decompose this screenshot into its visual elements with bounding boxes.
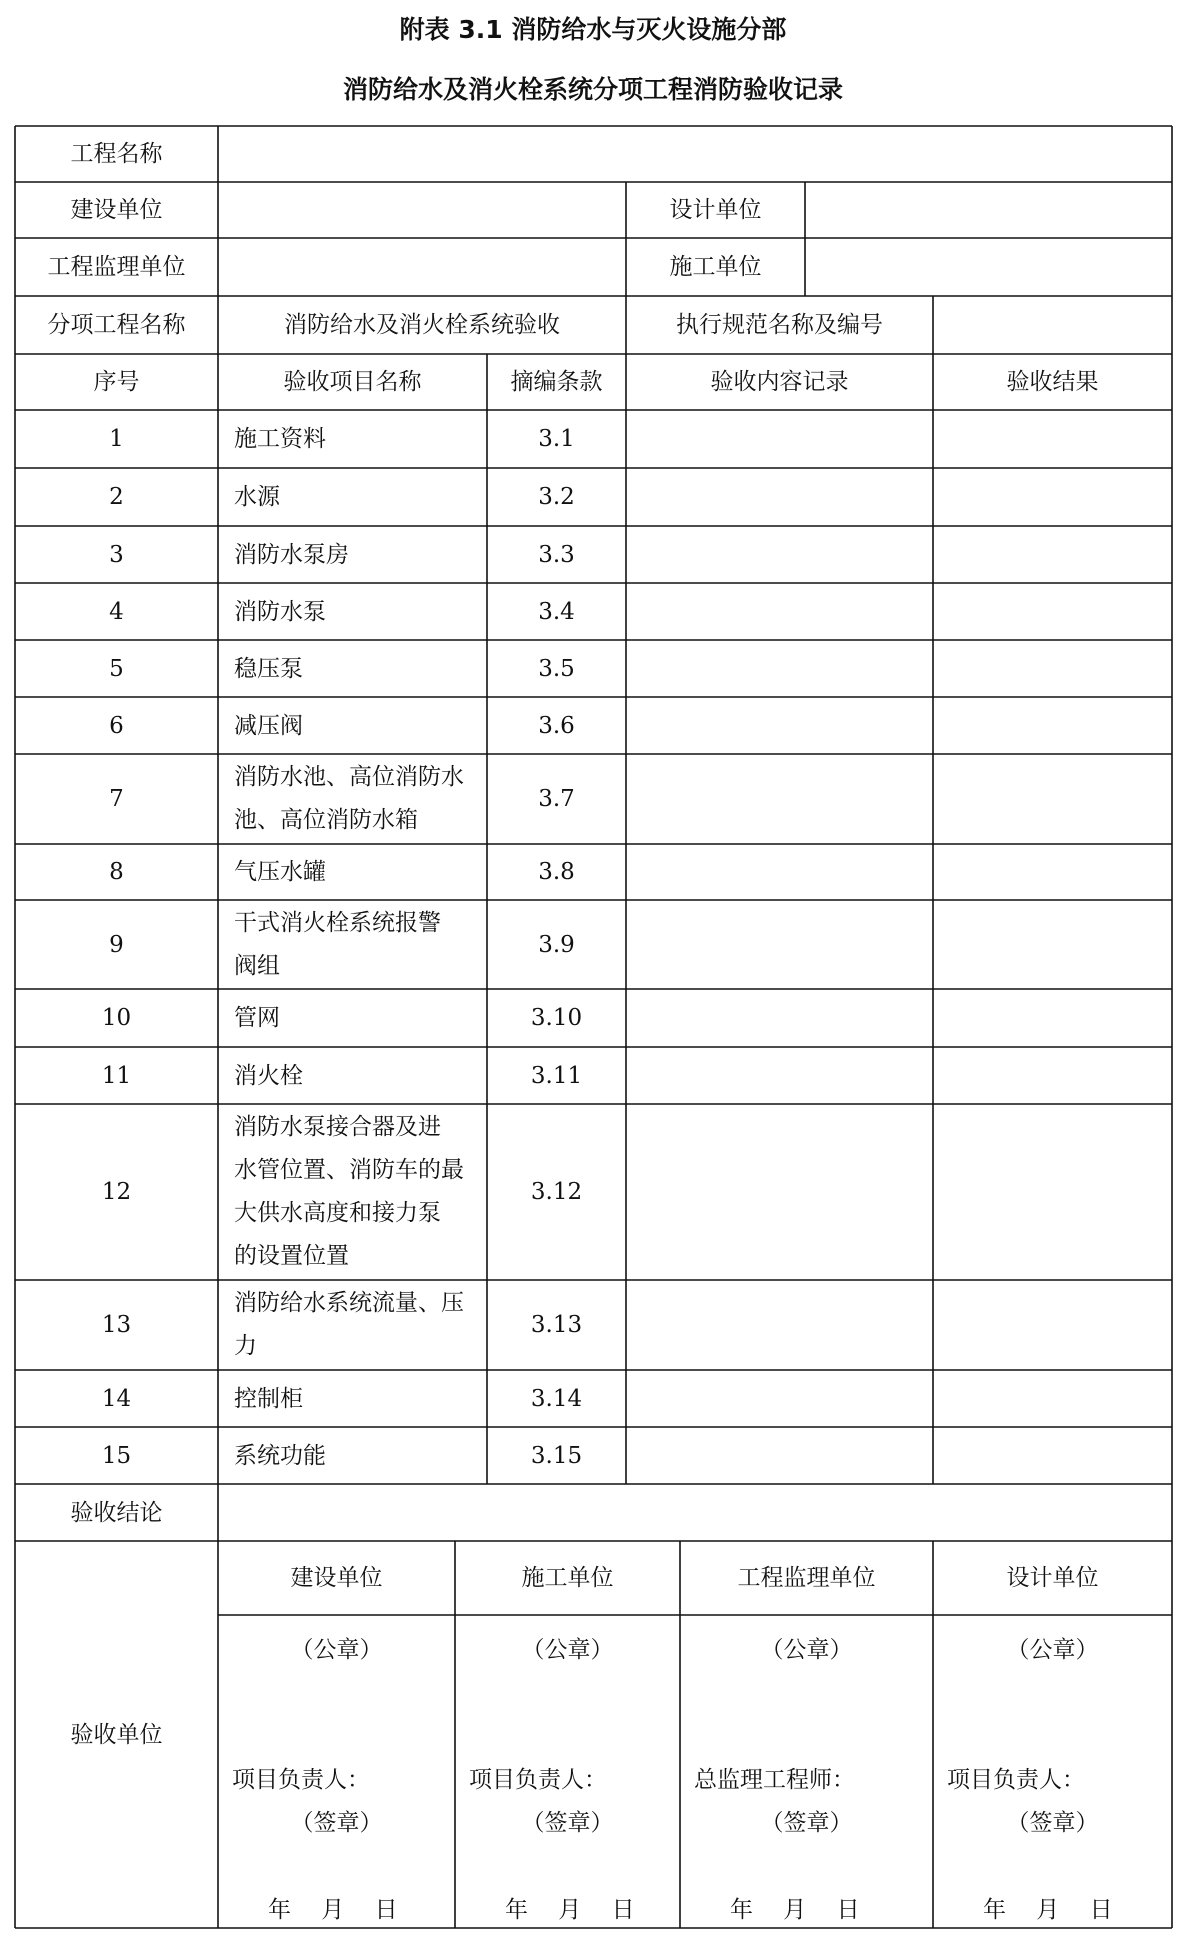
- signature-placeholder: （签章）: [760, 1810, 853, 1836]
- row-number: 14: [101, 1385, 132, 1412]
- row-item-name: 消防水泵房: [234, 541, 349, 568]
- acceptance-unit-name: 设计单位: [1006, 1565, 1099, 1591]
- row-item-name: 消防水泵接合器及进 水管位置、消防车的最 大供水高度和接力泵 的设置位置: [234, 1114, 464, 1269]
- form-subtitle: 消防给水及消火栓系统分项工程消防验收记录: [342, 75, 843, 104]
- signature-placeholder: （签章）: [290, 1810, 383, 1836]
- sub-project-value: 消防给水及消火栓系统验收: [284, 312, 560, 338]
- seal-placeholder: （公章）: [521, 1637, 614, 1663]
- row-number: 7: [109, 786, 124, 812]
- builder-unit-label: 施工单位: [669, 254, 762, 280]
- row-number: 10: [101, 1005, 132, 1031]
- row-number: 12: [101, 1179, 132, 1205]
- column-header-result: 验收结果: [1006, 369, 1099, 395]
- acceptance-unit-name: 工程监理单位: [737, 1565, 876, 1591]
- design-unit-label: 设计单位: [669, 197, 762, 223]
- column-header-item: 验收项目名称: [283, 369, 422, 395]
- row-clause: 3.4: [538, 598, 575, 625]
- date-field: 年 月 日: [268, 1897, 398, 1923]
- row-clause: 3.8: [538, 859, 575, 885]
- row-clause: 3.7: [538, 786, 575, 812]
- row-number: 2: [109, 484, 124, 510]
- row-item-name: 消防水泵: [234, 598, 326, 625]
- row-item-name: 消防水池、高位消防水 池、高位消防水箱: [234, 764, 464, 833]
- responsible-person-label: 项目负责人：: [947, 1767, 1085, 1793]
- row-item-name: 气压水罐: [234, 859, 326, 885]
- row-number: 15: [101, 1442, 132, 1469]
- project-name-label: 工程名称: [70, 141, 163, 167]
- responsible-person-label: 项目负责人：: [232, 1767, 370, 1793]
- row-number: 3: [109, 541, 124, 568]
- acceptance-unit-name: 建设单位: [290, 1565, 383, 1591]
- construction-unit-label: 建设单位: [70, 197, 163, 223]
- row-number: 11: [101, 1062, 132, 1089]
- row-clause: 3.1: [538, 426, 575, 452]
- responsible-person-label: 项目负责人：: [469, 1767, 607, 1793]
- row-clause: 3.13: [530, 1312, 583, 1338]
- sub-project-label: 分项工程名称: [47, 312, 186, 338]
- signature-placeholder: （签章）: [1006, 1810, 1099, 1836]
- seal-placeholder: （公章）: [290, 1637, 383, 1663]
- row-item-name: 管网: [234, 1005, 280, 1031]
- standard-label: 执行规范名称及编号: [676, 312, 883, 338]
- acceptance-unit-label: 验收单位: [70, 1721, 163, 1748]
- seal-placeholder: （公章）: [1006, 1637, 1099, 1663]
- row-item-name: 系统功能: [234, 1442, 326, 1469]
- acceptance-unit-name: 施工单位: [521, 1565, 614, 1591]
- column-header-record: 验收内容记录: [710, 369, 849, 395]
- row-number: 4: [109, 598, 124, 625]
- column-header-no: 序号: [93, 369, 140, 395]
- column-header-clause: 摘编条款: [510, 369, 603, 395]
- row-item-name: 减压阀: [234, 712, 303, 739]
- row-clause: 3.12: [530, 1179, 583, 1205]
- conclusion-label: 验收结论: [70, 1499, 163, 1526]
- row-item-name: 干式消火栓系统报警 阀组: [234, 909, 441, 979]
- row-number: 6: [109, 712, 124, 739]
- row-number: 8: [109, 859, 124, 885]
- row-item-name: 控制柜: [234, 1385, 303, 1412]
- row-clause: 3.9: [538, 931, 575, 958]
- row-number: 1: [109, 426, 124, 452]
- form-title: 附表 3.1 消防给水与灭火设施分部: [399, 15, 787, 44]
- row-clause: 3.10: [530, 1005, 583, 1031]
- signature-placeholder: （签章）: [521, 1810, 614, 1836]
- row-clause: 3.11: [530, 1062, 583, 1089]
- date-field: 年 月 日: [983, 1897, 1113, 1923]
- row-clause: 3.5: [538, 655, 575, 682]
- row-item-name: 施工资料: [234, 426, 326, 452]
- row-number: 5: [109, 655, 124, 682]
- row-number: 9: [109, 931, 124, 958]
- row-item-name: 消防给水系统流量、压 力: [234, 1290, 464, 1359]
- row-item-name: 稳压泵: [234, 655, 303, 682]
- date-field: 年 月 日: [730, 1897, 860, 1923]
- date-field: 年 月 日: [505, 1897, 635, 1923]
- row-number: 13: [101, 1312, 132, 1338]
- row-item-name: 消火栓: [234, 1062, 303, 1089]
- row-clause: 3.6: [538, 712, 575, 739]
- row-item-name: 水源: [234, 484, 280, 510]
- row-clause: 3.2: [538, 484, 575, 510]
- row-clause: 3.14: [530, 1385, 583, 1412]
- supervision-unit-label: 工程监理单位: [47, 254, 186, 280]
- seal-placeholder: （公章）: [760, 1637, 853, 1663]
- responsible-person-label: 总监理工程师：: [694, 1767, 855, 1793]
- row-clause: 3.3: [538, 541, 575, 568]
- row-clause: 3.15: [530, 1442, 583, 1469]
